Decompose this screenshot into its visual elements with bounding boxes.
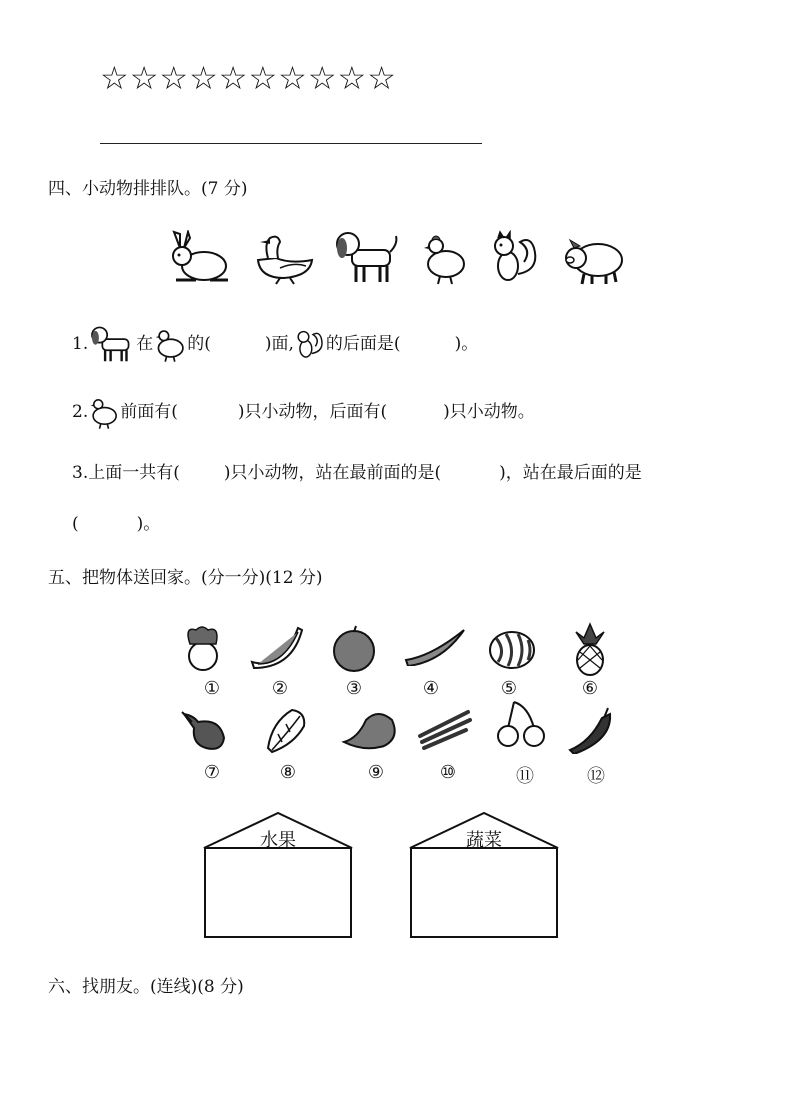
question-number: 1. bbox=[72, 334, 89, 354]
text-qianmian: 前面有( bbox=[120, 402, 178, 422]
number-6: ⑥ bbox=[581, 678, 599, 699]
number-4: ④ bbox=[422, 678, 440, 699]
hen-icon bbox=[88, 392, 120, 432]
text-front: )只小动物，站在最前面的是( bbox=[223, 463, 442, 483]
text-total: 3.上面一共有( bbox=[72, 463, 180, 483]
squirrel-icon bbox=[488, 230, 542, 286]
question-2 bbox=[72, 392, 535, 432]
cucumber-icon bbox=[402, 626, 468, 666]
text-zai: 在 bbox=[136, 334, 154, 354]
duck-icon bbox=[250, 230, 316, 286]
pineapple-icon bbox=[570, 622, 610, 676]
watermelon-icon bbox=[486, 626, 542, 672]
vegetable-house-label: 蔬菜 bbox=[466, 830, 502, 851]
question-3-line-2 bbox=[72, 512, 160, 536]
question-1 bbox=[72, 324, 478, 364]
section-six-title: 六、找朋友。(连线)(8 分) bbox=[48, 977, 244, 997]
text-de-open: 的( bbox=[187, 334, 211, 354]
number-1: ① bbox=[203, 678, 221, 699]
star-rating-row: ☆☆☆☆☆☆☆☆☆☆ bbox=[100, 59, 397, 97]
text-mian: )面, bbox=[264, 334, 294, 354]
section-five-title: 五、把物体送回家。(分一分)(12 分) bbox=[48, 568, 323, 588]
number-9: ⑨ bbox=[367, 762, 385, 783]
pig-icon bbox=[562, 232, 626, 286]
pear-icon bbox=[340, 708, 400, 752]
apple-icon bbox=[330, 624, 378, 672]
text-open-paren: ( bbox=[72, 514, 79, 534]
squirrel-icon bbox=[294, 326, 326, 362]
eggplant-icon bbox=[178, 708, 230, 752]
question-number: 2. bbox=[72, 402, 89, 422]
text-back: )，站在最后面的是 bbox=[499, 463, 642, 483]
animal-lineup bbox=[166, 228, 626, 288]
dog-icon bbox=[88, 324, 136, 364]
question-3 bbox=[72, 461, 642, 485]
hen-icon bbox=[420, 230, 470, 286]
pepper-icon bbox=[566, 704, 614, 754]
rabbit-icon bbox=[166, 230, 232, 286]
hen-icon bbox=[153, 324, 187, 364]
number-10: ⑩ bbox=[439, 762, 457, 783]
text-close: )。 bbox=[454, 334, 479, 354]
dog-icon bbox=[332, 228, 400, 286]
number-2: ② bbox=[271, 678, 289, 699]
radish-icon bbox=[178, 622, 228, 672]
cabbage-icon bbox=[262, 704, 310, 754]
text-houmian: )只小动物，后面有( bbox=[237, 402, 388, 422]
number-12: ⑫ bbox=[587, 766, 605, 787]
beans-icon bbox=[414, 706, 474, 750]
cherry-icon bbox=[494, 700, 550, 748]
number-5: ⑤ bbox=[500, 678, 518, 699]
text-houmian: 的后面是( bbox=[325, 334, 401, 354]
number-8: ⑧ bbox=[279, 762, 297, 783]
text-close: )。 bbox=[136, 514, 161, 534]
fruit-house-label: 水果 bbox=[260, 830, 296, 851]
number-11: ⑪ bbox=[516, 766, 534, 787]
text-close: )只小动物。 bbox=[443, 402, 535, 422]
number-3: ③ bbox=[345, 678, 363, 699]
section-four-title: 四、小动物排排队。(7 分) bbox=[48, 179, 248, 199]
banana-icon bbox=[248, 624, 308, 670]
name-line bbox=[100, 143, 482, 144]
number-7: ⑦ bbox=[203, 762, 221, 783]
